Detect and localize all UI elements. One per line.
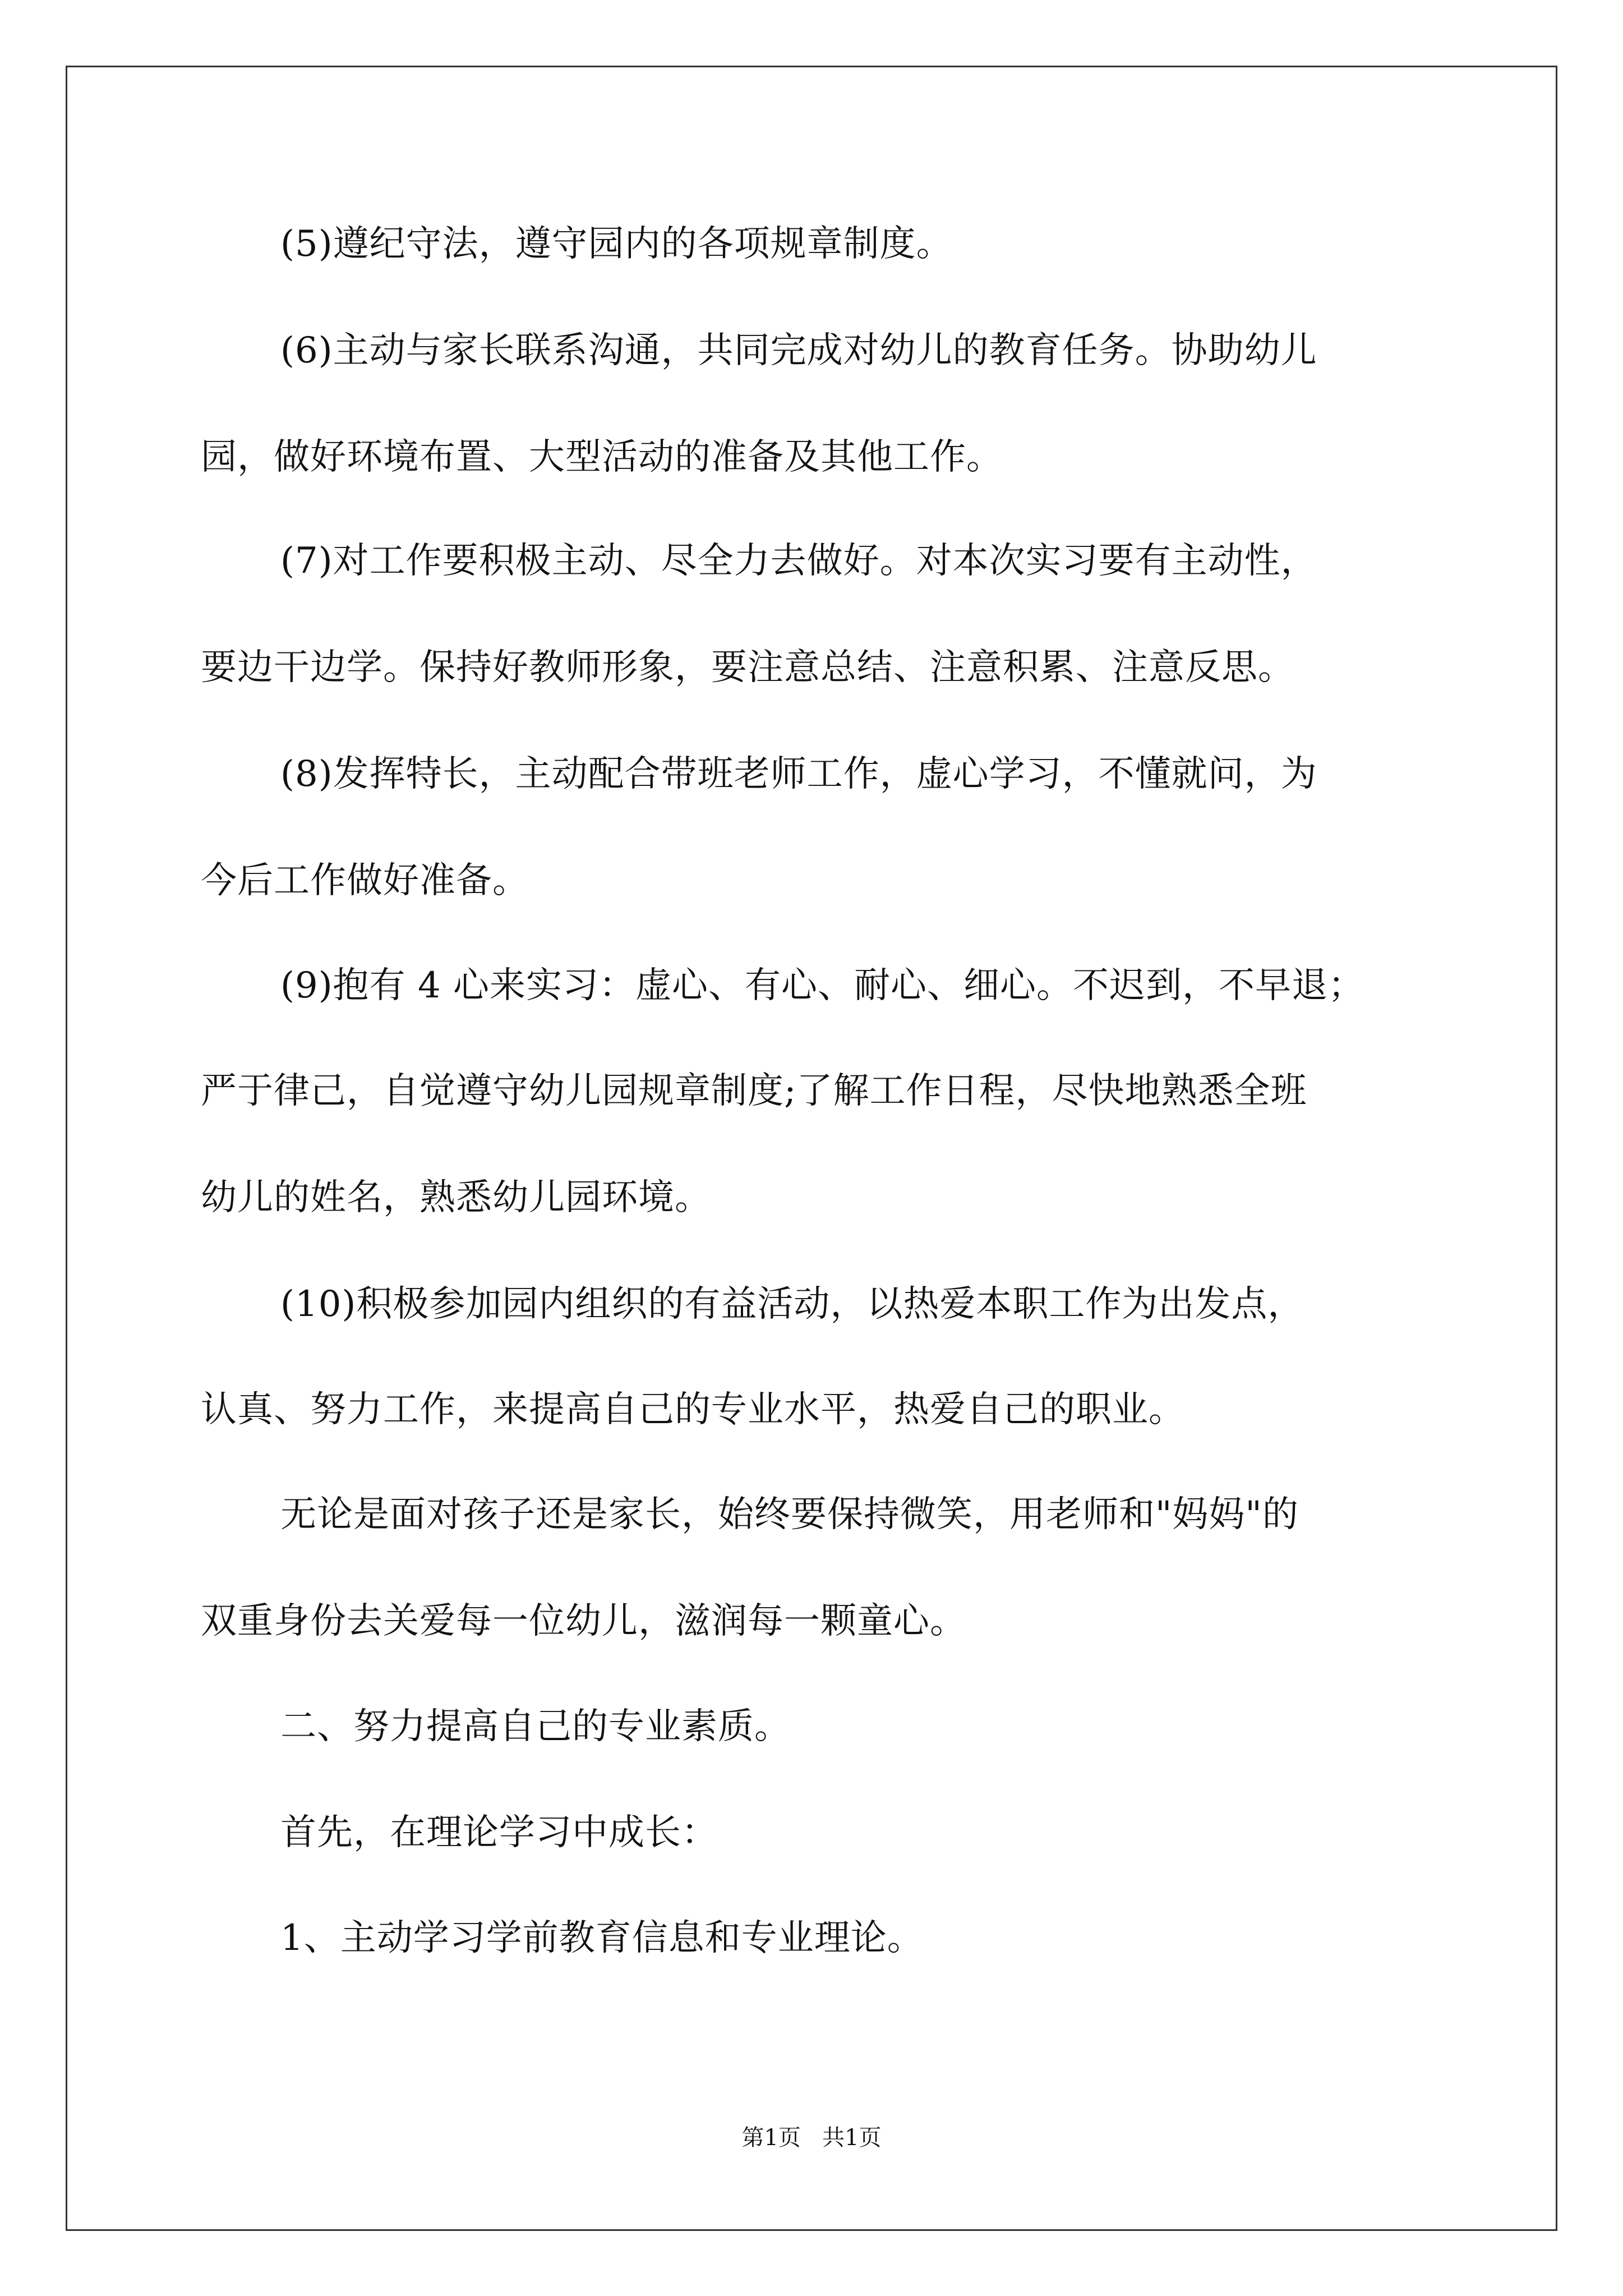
paragraph-line: 严于律己，自觉遵守幼儿园规章制度;了解工作日程，尽快地熟悉全班 (201, 1070, 1307, 1112)
paragraph-line: (9)抱有 4 心来实习：虚心、有心、耐心、细心。不迟到，不早退； (280, 965, 1365, 1006)
paragraph-line: 首先，在理论学习中成长： (280, 1812, 718, 1853)
paragraph-line: 今后工作做好准备。 (201, 860, 529, 901)
paragraph-line: (8)发挥特长，主动配合带班老师工作，虚心学习，不懂就问，为 (280, 753, 1317, 795)
paragraph-line: 幼儿的姓名，熟悉幼儿园环境。 (201, 1177, 711, 1218)
paragraph-line: 要边干边学。保持好教师形象，要注意总结、注意积累、注意反思。 (201, 647, 1294, 688)
paragraph-line: 无论是面对孩子还是家长，始终要保持微笑，用老师和"妈妈"的 (280, 1494, 1299, 1535)
paragraph-line: 园，做好环境布置、大型活动的准备及其他工作。 (201, 436, 1003, 478)
page-number-footer: 第1页 共1页 (741, 2125, 882, 2151)
paragraph-line: (5)遵纪守法，遵守园内的各项规章制度。 (280, 223, 953, 265)
paragraph-line: 双重身份去关爱每一位幼儿，滋润每一颗童心。 (201, 1600, 966, 1642)
paragraph-line: (7)对工作要积极主动、尽全力去做好。对本次实习要有主动性， (280, 540, 1317, 582)
paragraph-line: 认真、努力工作，来提高自己的专业水平，热爱自己的职业。 (201, 1389, 1185, 1430)
paragraph-line: 二、努力提高自己的专业素质。 (280, 1706, 791, 1747)
paragraph-line: (6)主动与家长联系沟通，共同完成对幼儿的教育任务。协助幼儿 (280, 330, 1317, 371)
paragraph-line: (10)积极参加园内组织的有益活动，以热爱本职工作为出发点， (280, 1283, 1304, 1325)
page-border (66, 66, 1557, 2231)
paragraph-line: 1、主动学习学前教育信息和专业理论。 (280, 1917, 924, 1959)
